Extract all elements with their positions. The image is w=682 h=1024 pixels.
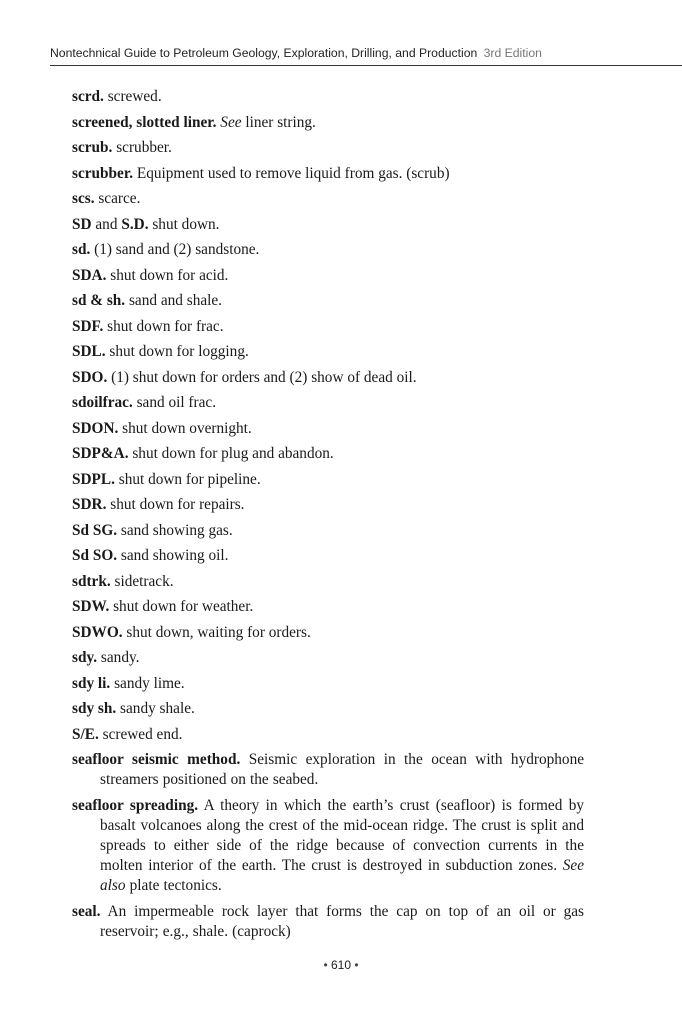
entry-definition: Seismic exploration in the ocean with hydrophone streamers positioned on the seabed. (100, 751, 585, 788)
entry-definition: sandy. (100, 649, 140, 666)
glossary-entry (72, 240, 584, 260)
entry-definition: (1) shut down for orders and (2) show of dead oil. (111, 368, 417, 386)
glossary-entry (72, 699, 584, 719)
entry-definition: screwed end. (102, 725, 183, 743)
entry-term: S/E. (72, 725, 99, 743)
entry-term: sdoilfrac. (72, 394, 133, 411)
entry-term: scrd. (72, 88, 104, 105)
glossary-entry (72, 419, 584, 439)
glossary-entry (72, 470, 584, 490)
glossary-entry (72, 266, 584, 286)
running-header (50, 46, 682, 66)
entry-definition: shut down for weather. (113, 598, 254, 615)
glossary-entry (72, 623, 584, 643)
glossary-entry (72, 215, 584, 235)
glossary-entry (72, 317, 584, 337)
glossary-entry (72, 796, 584, 896)
glossary-entry (72, 291, 584, 311)
entry-definition: scrubber. (116, 139, 172, 156)
entry-term: sdy li. (72, 674, 111, 692)
entry-definition: sand oil frac. (136, 394, 217, 411)
glossary-entry (72, 725, 584, 745)
entry-definition: liner string. (245, 113, 316, 131)
entry-definition: An impermeable rock layer that forms the cap on top of an oil or gas reservoir; e.g., shale. (caprock) (100, 903, 584, 940)
glossary-entry (72, 113, 584, 133)
entry-term: sd & sh. (72, 292, 126, 309)
glossary-entry (72, 648, 584, 668)
entry-term: seal. (72, 903, 101, 920)
entry-term-alt: S.D. (121, 215, 149, 233)
glossary-entry (72, 750, 584, 790)
glossary-entry (72, 597, 584, 617)
glossary-entry (72, 368, 584, 388)
entry-term: sd. (72, 241, 91, 258)
page-number-footer (0, 958, 682, 972)
entry-definition: screwed. (107, 88, 162, 105)
entry-term: SDWO. (72, 623, 123, 641)
entry-term: Sd SG. (72, 521, 118, 539)
entry-term: scrubber. (72, 164, 134, 182)
header-rule (50, 65, 682, 66)
glossary-entry (72, 902, 584, 942)
entry-conjunction: and (95, 215, 118, 233)
entry-term: seafloor seismic method. (72, 751, 241, 768)
bullet-right: • (354, 958, 359, 972)
glossary-entry (72, 189, 584, 209)
entry-definition: shut down. (152, 215, 220, 233)
entry-term: scs. (72, 190, 95, 207)
glossary-entry (72, 138, 584, 158)
entry-term: seafloor spreading. (72, 797, 199, 814)
entry-definition: A theory in which the earth’s crust (seafloor) is formed by basalt volcanoes along the crest of the mid-ocean ridge. The crust is split and spreads to either side of the ridge because of convection currents in the molten interior of the earth. The crust is destroyed in subduction zones. (100, 797, 584, 874)
entry-definition: Equipment used to remove liquid from gas. (scrub) (136, 164, 450, 182)
entry-definition: sidetrack. (114, 572, 174, 590)
entry-definition: sandy lime. (114, 674, 185, 692)
see-reference: See (220, 113, 242, 131)
entry-definition: shut down for frac. (107, 317, 224, 335)
entry-definition: scarce. (98, 190, 141, 207)
entry-term: sdy. (72, 649, 98, 666)
see-also-reference: See also (100, 857, 585, 894)
entry-term: SDR. (72, 496, 107, 513)
glossary-entry (72, 444, 584, 464)
glossary-entries (72, 87, 584, 948)
entry-term: SDW. (72, 598, 110, 615)
glossary-entry (72, 674, 584, 694)
entry-term: SDPL. (72, 470, 115, 488)
entry-term: screened, slotted liner. (72, 113, 217, 131)
bullet-left: • (323, 958, 328, 972)
entry-definition: shut down for pipeline. (118, 470, 261, 488)
entry-definition: sand showing oil. (120, 547, 229, 564)
entry-term: SDON. (72, 419, 119, 437)
entry-term: SDO. (72, 368, 108, 386)
entry-definition: sandy shale. (120, 700, 195, 717)
glossary-entry (72, 87, 584, 107)
glossary-entry (72, 572, 584, 592)
glossary-entry (72, 521, 584, 541)
entry-term: scrub. (72, 139, 113, 156)
entry-term: SD (72, 215, 92, 233)
entry-term: SDF. (72, 317, 104, 335)
entry-term: SDA. (72, 266, 107, 284)
glossary-entry (72, 495, 584, 515)
entry-term: sdtrk. (72, 572, 111, 590)
glossary-entry (72, 342, 584, 362)
page-number: 610 (330, 958, 352, 972)
glossary-entry (72, 164, 584, 184)
entry-definition: sand showing gas. (120, 521, 233, 539)
entry-definition: shut down, waiting for orders. (126, 623, 311, 641)
entry-definition: shut down overnight. (122, 419, 252, 437)
glossary-entry (72, 393, 584, 413)
entry-term: sdy sh. (72, 700, 117, 717)
entry-term: SDP&A. (72, 445, 129, 462)
entry-term: SDL. (72, 343, 106, 360)
entry-term: Sd SO. (72, 547, 118, 564)
entry-definition: shut down for repairs. (110, 496, 245, 513)
entry-definition: shut down for acid. (110, 266, 229, 284)
entry-definition: shut down for plug and abandon. (132, 445, 334, 462)
entry-definition: shut down for logging. (109, 343, 249, 360)
glossary-entry (72, 546, 584, 566)
book-title: Nontechnical Guide to Petroleum Geology, Exploration, Drilling, and Production (50, 46, 478, 60)
entry-definition-crossref: plate tectonics. (129, 877, 222, 894)
entry-definition: sand and shale. (128, 292, 222, 309)
edition-label: 3rd Edition (483, 46, 542, 60)
entry-definition: (1) sand and (2) sandstone. (94, 241, 260, 258)
